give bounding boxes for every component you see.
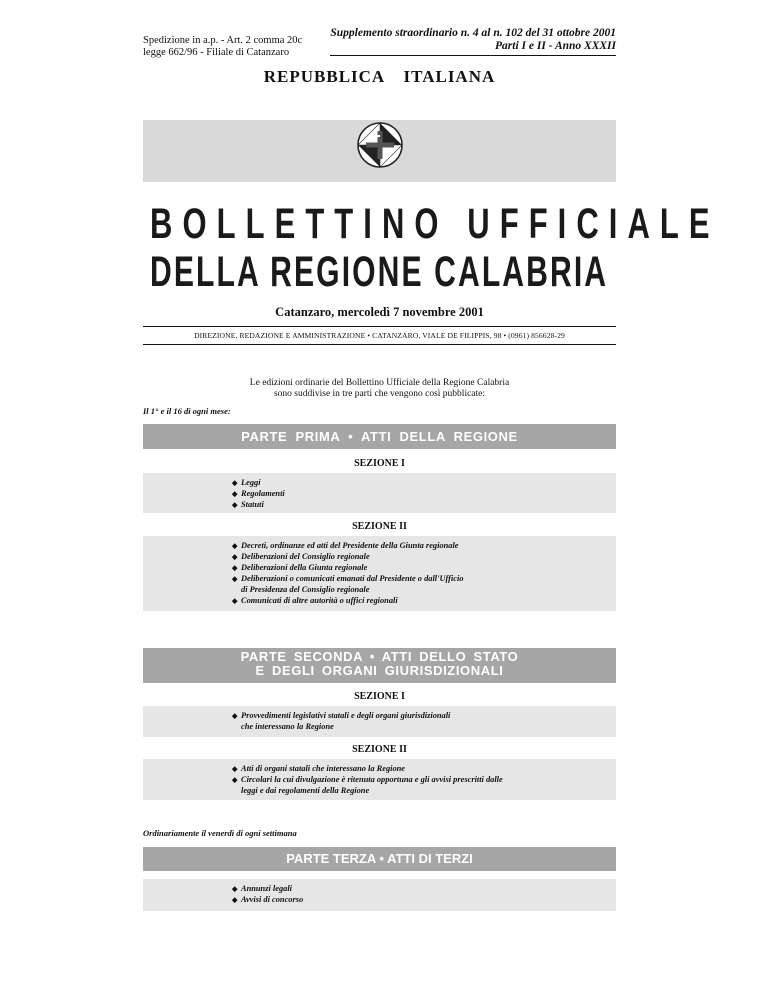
list-item: ◆ Comunicati di altre autorità o uffici regionali — [232, 596, 398, 605]
list-item: ◆ Provvedimenti legislativi statali e degli organi giurisdizionali — [232, 711, 451, 720]
supplement-line-2: Parti I e II - Anno XXXII — [495, 40, 616, 52]
part-two-section-1-title: SEZIONE I — [354, 691, 405, 702]
part-two-section-2-title: SEZIONE II — [352, 744, 407, 755]
issue-date: Catanzaro, mercoledì 7 novembre 2001 — [275, 305, 484, 319]
shipping-line-1: Spedizione in a.p. - Art. 2 comma 20c — [143, 35, 303, 46]
bullet-icon: ◆ — [232, 885, 238, 893]
list-item-continuation: leggi e dai regolamenti della Regione — [241, 786, 370, 795]
bullet-icon: ◆ — [232, 597, 238, 605]
list-item: ◆ Leggi — [232, 478, 261, 487]
part-one-section-1-title: SEZIONE I — [354, 458, 405, 469]
bullet-icon: ◆ — [232, 490, 238, 498]
bulletin-title-line-2: DELLA REGIONE CALABRIA — [150, 248, 609, 296]
intro-text — [143, 378, 616, 400]
schedule-parts-1-2: Il 1° e il 16 di ogni mese: — [143, 406, 231, 416]
bullet-icon: ◆ — [232, 712, 238, 720]
list-item: ◆ Deliberazioni della Giunta regionale — [232, 563, 368, 572]
bullet-icon: ◆ — [232, 553, 238, 561]
shipping-line-2: legge 662/96 - Filiale di Catanzaro — [143, 47, 290, 58]
supplement-line-1: Supplemento straordinario n. 4 al n. 102 del 31 ottobre 2001 — [330, 27, 616, 39]
list-item-continuation: di Presidenza del Consiglio regionale — [241, 585, 370, 594]
part-one-banner: PARTE PRIMA • ATTI DELLA REGIONE — [143, 424, 616, 449]
intro-line-1: Le edizioni ordinarie del Bollettino Ufficiale della Regione Calabria — [249, 378, 510, 388]
address-rule-bottom — [143, 344, 616, 345]
list-item: ◆ Deliberazioni o comunicati emanati dal Presidente o dall'Ufficio — [232, 574, 464, 583]
bullet-icon: ◆ — [232, 501, 238, 509]
list-item: ◆ Decreti, ordinanze ed atti del Presidente della Giunta regionale — [232, 541, 459, 550]
part-two-section-2-box — [143, 759, 616, 800]
part-two-title-line-1: PARTE SECONDA • ATTI DELLO STATO — [240, 649, 519, 664]
republic-heading: REPUBBLICA ITALIANA — [263, 67, 496, 86]
list-item: ◆ Atti di organi statali che interessano la Regione — [232, 764, 406, 773]
schedule-part-3: Ordinariamente il venerdì di ogni settimana — [143, 828, 297, 838]
bulletin-title-line-1: BOLLETTINO UFFICIALE — [150, 200, 720, 248]
bullet-icon: ◆ — [232, 479, 238, 487]
bullet-icon: ◆ — [232, 896, 238, 904]
part-one-section-2-box — [143, 536, 616, 611]
regional-emblem-icon — [356, 121, 404, 169]
shipping-note — [143, 35, 302, 59]
part-three-banner: PARTE TERZA • ATTI DI TERZI — [143, 847, 616, 871]
part-one-section-2-title: SEZIONE II — [352, 521, 407, 532]
address-rule-top — [143, 326, 616, 327]
bullet-icon: ◆ — [232, 765, 238, 773]
bullet-icon: ◆ — [232, 564, 238, 572]
bullet-icon: ◆ — [232, 542, 238, 550]
list-item: ◆ Circolari la cui divulgazione è ritenuta opportuna e gli avvisi prescritti dalle — [232, 775, 503, 784]
header-rule — [330, 55, 616, 56]
part-two-section-1-box — [143, 706, 616, 737]
part-two-title-line-2: E DEGLI ORGANI GIURISDIZIONALI — [255, 663, 504, 678]
part-one-section-1-box — [143, 473, 616, 513]
intro-line-2: sono suddivise in tre parti che vengono così pubblicate: — [273, 389, 486, 399]
bullet-icon: ◆ — [232, 575, 238, 583]
supplement-note — [300, 27, 616, 53]
list-item: ◆ Avvisi di concorso — [232, 895, 304, 904]
list-item: ◆ Annunzi legali — [232, 884, 292, 893]
bullet-icon: ◆ — [232, 776, 238, 784]
list-item: ◆ Deliberazioni del Consiglio regionale — [232, 552, 370, 561]
part-three-box — [143, 879, 616, 911]
list-item: ◆ Regolamenti — [232, 489, 285, 498]
part-two-banner — [143, 648, 616, 683]
editorial-address: DIREZIONE, REDAZIONE E AMMINISTRAZIONE • CATANZARO, VIALE DE FILIPPIS, 98 • (0961) 856628-29 — [194, 331, 565, 340]
list-item: ◆ Statuti — [232, 500, 264, 509]
list-item-continuation: che interessano la Regione — [241, 722, 334, 731]
